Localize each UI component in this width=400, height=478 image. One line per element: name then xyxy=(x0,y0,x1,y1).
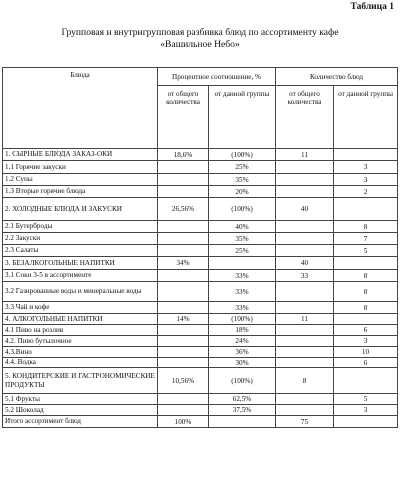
row-cnt-group: 3 xyxy=(334,161,398,174)
row-cnt-total: 33 xyxy=(276,270,334,282)
row-pct-total xyxy=(158,336,209,347)
row-pct-total xyxy=(158,161,209,174)
header-pct-total: от общего количества xyxy=(158,86,209,149)
row-cnt-group xyxy=(334,149,398,161)
header-cnt-total: от общего количества xyxy=(276,86,334,149)
row-name: 2.2 Закуски xyxy=(3,233,158,245)
table-row xyxy=(3,174,398,186)
row-cnt-group: 3 xyxy=(334,405,398,416)
row-cnt-total xyxy=(276,186,334,198)
table-row xyxy=(3,233,398,245)
row-name: 4.3.Вино xyxy=(3,347,158,358)
row-pct-total xyxy=(158,358,209,368)
row-cnt-total xyxy=(276,405,334,416)
row-pct-group: 20% xyxy=(209,186,276,198)
table-row xyxy=(3,314,398,325)
row-pct-total xyxy=(158,245,209,257)
row-cnt-group xyxy=(334,257,398,270)
table-row xyxy=(3,270,398,282)
row-name: 2. ХОЛОДНЫЕ БЛЮДА И ЗАКУСКИ xyxy=(3,198,158,221)
row-cnt-group xyxy=(334,314,398,325)
row-pct-total: 100% xyxy=(158,416,209,428)
table-row xyxy=(3,282,398,302)
table-row xyxy=(3,161,398,174)
row-cnt-total xyxy=(276,282,334,302)
row-pct-total xyxy=(158,174,209,186)
row-name: 1.1 Горячие закуски xyxy=(3,161,158,174)
row-cnt-group: 10 xyxy=(334,347,398,358)
table-row xyxy=(3,186,398,198)
row-pct-total xyxy=(158,270,209,282)
row-cnt-total xyxy=(276,221,334,233)
row-cnt-group: 6 xyxy=(334,325,398,336)
row-cnt-total: 8 xyxy=(276,368,334,394)
row-name: 5.2 Шоколад xyxy=(3,405,158,416)
row-cnt-group xyxy=(334,198,398,221)
row-pct-group: 35% xyxy=(209,174,276,186)
row-pct-total: 26,56% xyxy=(158,198,209,221)
row-cnt-total xyxy=(276,233,334,245)
row-pct-group: (100%) xyxy=(209,314,276,325)
row-pct-group xyxy=(209,257,276,270)
row-name: 4.4. Водка xyxy=(3,358,158,368)
row-name: 3.1 Соки 3-5 в ассортименте xyxy=(3,270,158,282)
row-name: 2.3 Салаты xyxy=(3,245,158,257)
row-name: 2.1 Бутерброды xyxy=(3,221,158,233)
table-row xyxy=(3,221,398,233)
row-name: 4.1 Пиво на розлив xyxy=(3,325,158,336)
table-row xyxy=(3,198,398,221)
row-cnt-total xyxy=(276,174,334,186)
row-pct-group: (100%) xyxy=(209,149,276,161)
row-name: 1.3 Вторые горячие блюда xyxy=(3,186,158,198)
row-pct-total xyxy=(158,325,209,336)
row-name: 4. АЛКОГОЛЬНЫЕ НАПИТКИ xyxy=(3,314,158,325)
row-cnt-group: 8 xyxy=(334,282,398,302)
row-pct-total: 10,56% xyxy=(158,368,209,394)
row-cnt-total xyxy=(276,245,334,257)
table-row xyxy=(3,394,398,405)
header-dishes: Блюда xyxy=(3,68,158,149)
row-cnt-total xyxy=(276,302,334,314)
row-cnt-total xyxy=(276,358,334,368)
row-pct-group: 33% xyxy=(209,302,276,314)
table-row xyxy=(3,245,398,257)
row-cnt-group: 2 xyxy=(334,186,398,198)
row-pct-group: 62,5% xyxy=(209,394,276,405)
row-cnt-total xyxy=(276,325,334,336)
row-pct-group: 30% xyxy=(209,358,276,368)
table-row xyxy=(3,405,398,416)
table-row xyxy=(3,358,398,368)
row-cnt-group: 8 xyxy=(334,302,398,314)
row-pct-group: 35% xyxy=(209,233,276,245)
row-cnt-total xyxy=(276,347,334,358)
row-pct-total: 18,6% xyxy=(158,149,209,161)
row-cnt-total xyxy=(276,161,334,174)
row-cnt-total xyxy=(276,336,334,347)
row-pct-total xyxy=(158,221,209,233)
row-cnt-group: 6 xyxy=(334,358,398,368)
row-cnt-total: 11 xyxy=(276,149,334,161)
row-cnt-total: 75 xyxy=(276,416,334,428)
row-pct-group: 33% xyxy=(209,282,276,302)
row-name: 5.1 Фрукты xyxy=(3,394,158,405)
row-cnt-total: 11 xyxy=(276,314,334,325)
row-pct-group: 25% xyxy=(209,245,276,257)
table-row xyxy=(3,347,398,358)
table-row xyxy=(3,368,398,394)
row-pct-total: 14% xyxy=(158,314,209,325)
row-cnt-group xyxy=(334,416,398,428)
header-cnt-group: от данной группы xyxy=(334,86,398,149)
row-pct-group: (100%) xyxy=(209,368,276,394)
table-row xyxy=(3,416,398,428)
row-cnt-group: 8 xyxy=(334,221,398,233)
row-pct-total: 34% xyxy=(158,257,209,270)
row-name: 3.3 Чай и кофе xyxy=(3,302,158,314)
table-number-label: Таблица 1 xyxy=(350,2,394,12)
row-pct-group: (100%) xyxy=(209,198,276,221)
table-caption xyxy=(0,27,400,51)
header-count-group: Количество блюд xyxy=(276,68,398,86)
row-name: 1.2 Супы xyxy=(3,174,158,186)
row-pct-group: 37,5% xyxy=(209,405,276,416)
row-name: 5. КОНДИТЕРСКИЕ И ГАСТРОНОМИЧЕСКИЕ ПРОДУКТЫ xyxy=(3,368,158,394)
row-pct-total xyxy=(158,186,209,198)
row-pct-total xyxy=(158,405,209,416)
table-row xyxy=(3,302,398,314)
row-cnt-group: 3 xyxy=(334,174,398,186)
row-pct-total xyxy=(158,282,209,302)
row-cnt-total: 40 xyxy=(276,257,334,270)
table-row xyxy=(3,149,398,161)
row-cnt-group: 5 xyxy=(334,394,398,405)
row-pct-group xyxy=(209,416,276,428)
caption-line-1: Групповая и внутригрупповая разбивка блюд по ассортименту кафе xyxy=(61,27,339,38)
row-name: 3.2 Газированные воды и минеральные воды xyxy=(3,282,158,302)
row-pct-total xyxy=(158,394,209,405)
table-row xyxy=(3,325,398,336)
row-pct-group: 18% xyxy=(209,325,276,336)
row-name: 1. СЫРНЫЕ БЛЮДА ЗАКАЗ-ОКИ xyxy=(3,149,158,161)
row-cnt-group: 3 xyxy=(334,336,398,347)
row-pct-total xyxy=(158,347,209,358)
row-pct-group: 40% xyxy=(209,221,276,233)
row-pct-total xyxy=(158,302,209,314)
row-pct-group: 36% xyxy=(209,347,276,358)
row-cnt-group: 8 xyxy=(334,270,398,282)
header-percent-group: Процентное соотношение, % xyxy=(158,68,276,86)
header-pct-group: от данной группы xyxy=(209,86,276,149)
row-cnt-group: 5 xyxy=(334,245,398,257)
row-pct-group: 24% xyxy=(209,336,276,347)
row-cnt-group xyxy=(334,368,398,394)
row-cnt-total xyxy=(276,394,334,405)
row-name: Итого ассортимент блюд xyxy=(3,416,158,428)
row-pct-group: 33% xyxy=(209,270,276,282)
caption-line-2: «Вашильное Небо» xyxy=(160,39,240,50)
row-name: 4.2. Пиво бутылочное xyxy=(3,336,158,347)
row-cnt-total: 40 xyxy=(276,198,334,221)
row-pct-group: 25% xyxy=(209,161,276,174)
row-pct-total xyxy=(158,233,209,245)
table-row xyxy=(3,336,398,347)
row-name: 3. БЕЗАЛКОГОЛЬНЫЕ НАПИТКИ xyxy=(3,257,158,270)
table-row xyxy=(3,257,398,270)
table-body xyxy=(3,149,398,428)
assortment-table xyxy=(2,67,398,428)
row-cnt-group: 7 xyxy=(334,233,398,245)
